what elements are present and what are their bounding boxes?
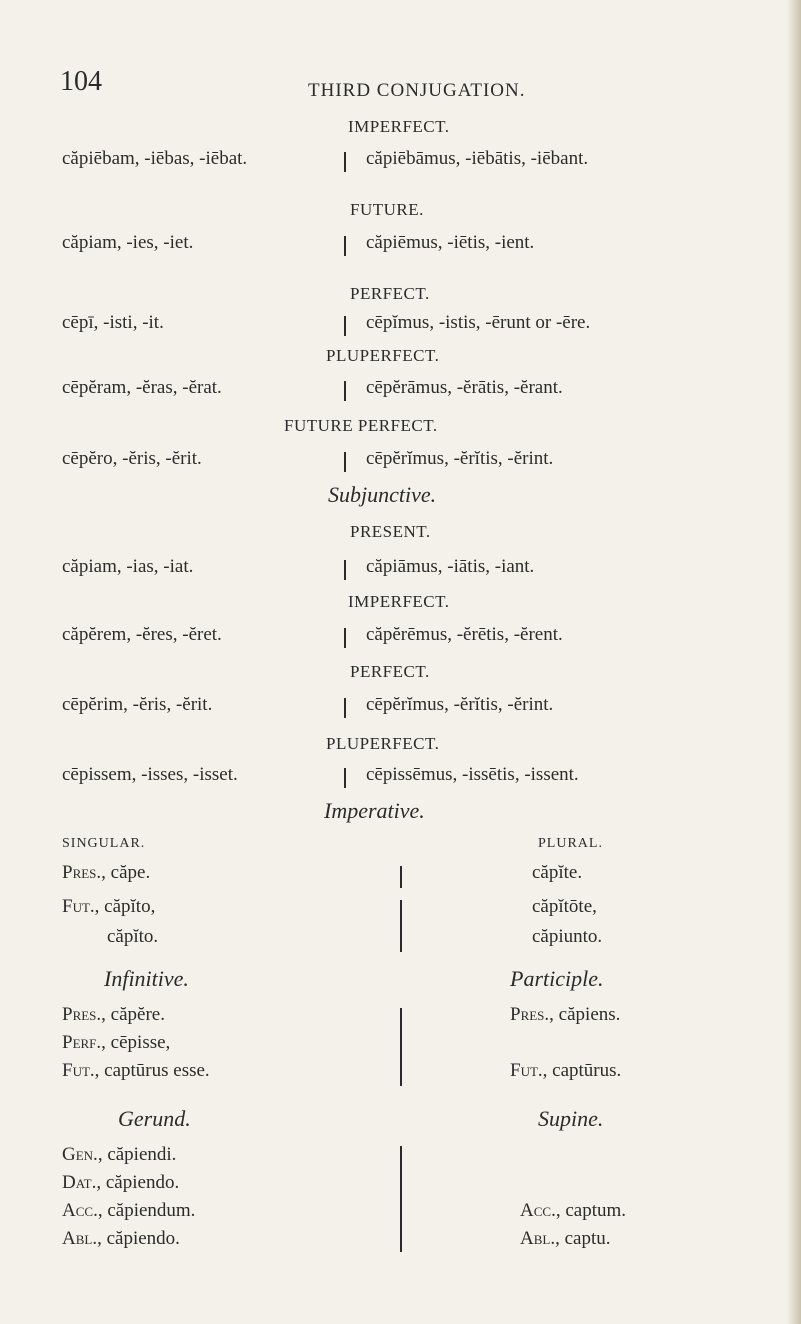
case-abbrev: Acc.	[520, 1200, 556, 1221]
plural-forms: cēpĕrāmus, -ĕrātis, -ĕrant.	[366, 377, 563, 398]
tense-heading: PRESENT.	[350, 522, 431, 541]
singular-forms: cēpĕrim, -ĕris, -ĕrit.	[62, 694, 213, 715]
case-abbrev: Abl.	[62, 1228, 98, 1249]
singular-forms: cēpĕram, -ĕras, -ĕrat.	[62, 377, 222, 398]
imperative-singular: , căpe.	[101, 862, 151, 883]
page-edge-shadow	[787, 0, 801, 1324]
tense-heading: PLUPERFECT.	[326, 734, 440, 753]
column-divider	[344, 316, 346, 336]
section-title-infinitive: Infinitive.	[104, 966, 189, 991]
singular-forms: căpĕrem, -ĕres, -ĕret.	[62, 624, 222, 645]
column-divider	[344, 381, 346, 401]
gerund-form: , căpiendum.	[97, 1200, 196, 1221]
gerund-row	[62, 1228, 180, 1250]
tense-heading: IMPERFECT.	[348, 117, 450, 136]
page-number: 104	[60, 66, 102, 97]
plural-forms: căpiāmus, -iātis, -iant.	[366, 556, 535, 577]
gerund-form: , căpiendi.	[97, 1144, 177, 1165]
tense-heading: PERFECT.	[350, 284, 430, 303]
plural-forms: căpiēmus, -iētis, -ient.	[366, 232, 535, 253]
column-divider	[344, 768, 346, 788]
case-abbrev: Acc.	[62, 1200, 98, 1221]
tense-abbrev: Pres.	[62, 1004, 102, 1025]
singular-forms: căpiam, -ies, -iet.	[62, 232, 194, 253]
section-title-subjunctive: Subjunctive.	[328, 482, 437, 507]
supine-form: , captum.	[555, 1200, 627, 1221]
tense-abbrev: Fut.	[510, 1060, 543, 1081]
section-title-gerund: Gerund.	[118, 1106, 191, 1131]
section-title-imperative: Imperative.	[324, 798, 425, 823]
participle-row	[510, 1060, 621, 1082]
singular-label: SINGULAR.	[62, 836, 146, 851]
gerund-row	[62, 1200, 195, 1222]
supine-row	[520, 1228, 611, 1250]
infinitive-form: , căpĕre.	[101, 1004, 165, 1025]
tense-heading: PERFECT.	[350, 662, 430, 681]
gerund-row	[62, 1144, 176, 1166]
plural-forms: căpĕrēmus, -ĕrētis, -ĕrent.	[366, 624, 563, 645]
imperative-singular: , căpĭto,	[94, 896, 156, 917]
running-head: THIRD CONJUGATION.	[308, 80, 526, 101]
column-divider	[344, 236, 346, 256]
tense-abbrev: Perf.	[62, 1032, 102, 1053]
tense-abbrev: Pres.	[62, 862, 102, 883]
singular-forms: cēpĕro, -ĕris, -ĕrit.	[62, 448, 202, 469]
supine-form: , captu.	[555, 1228, 611, 1249]
imperative-row	[62, 896, 155, 918]
tense-abbrev: Fut.	[62, 896, 95, 917]
column-divider	[400, 1008, 402, 1086]
singular-forms: căpiam, -ias, -iat.	[62, 556, 194, 577]
column-divider	[400, 900, 402, 952]
participle-form: , captūrus.	[542, 1060, 622, 1081]
case-abbrev: Dat.	[62, 1172, 97, 1193]
infinitive-row	[62, 1004, 165, 1026]
tense-heading: FUTURE PERFECT.	[284, 416, 438, 435]
case-abbrev: Abl.	[520, 1228, 556, 1249]
imperative-plural: căpiunto.	[532, 926, 603, 947]
plural-forms: căpiēbāmus, -iēbātis, -iēbant.	[366, 148, 589, 169]
imperative-row	[62, 862, 150, 884]
column-divider	[400, 866, 402, 888]
infinitive-form: , cēpisse,	[101, 1032, 171, 1053]
column-divider	[344, 560, 346, 580]
gerund-form: , căpiendo.	[97, 1228, 180, 1249]
participle-form: , căpiens.	[549, 1004, 621, 1025]
plural-forms: cēpĭmus, -istis, -ērunt or -ēre.	[366, 312, 591, 333]
imperative-singular: căpĭto.	[107, 926, 159, 947]
column-divider	[400, 1146, 402, 1252]
column-divider	[344, 628, 346, 648]
infinitive-row	[62, 1060, 210, 1082]
tense-abbrev: Fut.	[62, 1060, 95, 1081]
imperative-plural: căpĭte.	[532, 862, 583, 883]
tense-heading: IMPERFECT.	[348, 592, 450, 611]
tense-abbrev: Pres.	[510, 1004, 550, 1025]
gerund-form: , căpiendo.	[96, 1172, 180, 1193]
plural-forms: cēpissēmus, -issētis, -issent.	[366, 764, 579, 785]
section-title-supine: Supine.	[538, 1106, 604, 1131]
singular-forms: căpiēbam, -iēbas, -iēbat.	[62, 148, 248, 169]
tense-heading: PLUPERFECT.	[326, 346, 440, 365]
participle-row	[510, 1004, 620, 1026]
tense-heading: FUTURE.	[350, 200, 424, 219]
imperative-plural: căpĭtōte,	[532, 896, 597, 917]
column-divider	[344, 152, 346, 172]
column-divider	[344, 698, 346, 718]
plural-forms: cēpĕrĭmus, -ĕrĭtis, -ĕrint.	[366, 448, 554, 469]
infinitive-row	[62, 1032, 170, 1054]
case-abbrev: Gen.	[62, 1144, 98, 1165]
section-title-participle: Participle.	[510, 966, 604, 991]
plural-forms: cēpĕrĭmus, -ĕrĭtis, -ĕrint.	[366, 694, 554, 715]
gerund-row	[62, 1172, 179, 1194]
singular-forms: cēpissem, -isses, -isset.	[62, 764, 238, 785]
supine-row	[520, 1200, 626, 1222]
column-divider	[344, 452, 346, 472]
singular-forms: cēpī, -isti, -it.	[62, 312, 164, 333]
plural-label: PLURAL.	[538, 836, 603, 851]
infinitive-form: , captūrus esse.	[94, 1060, 210, 1081]
